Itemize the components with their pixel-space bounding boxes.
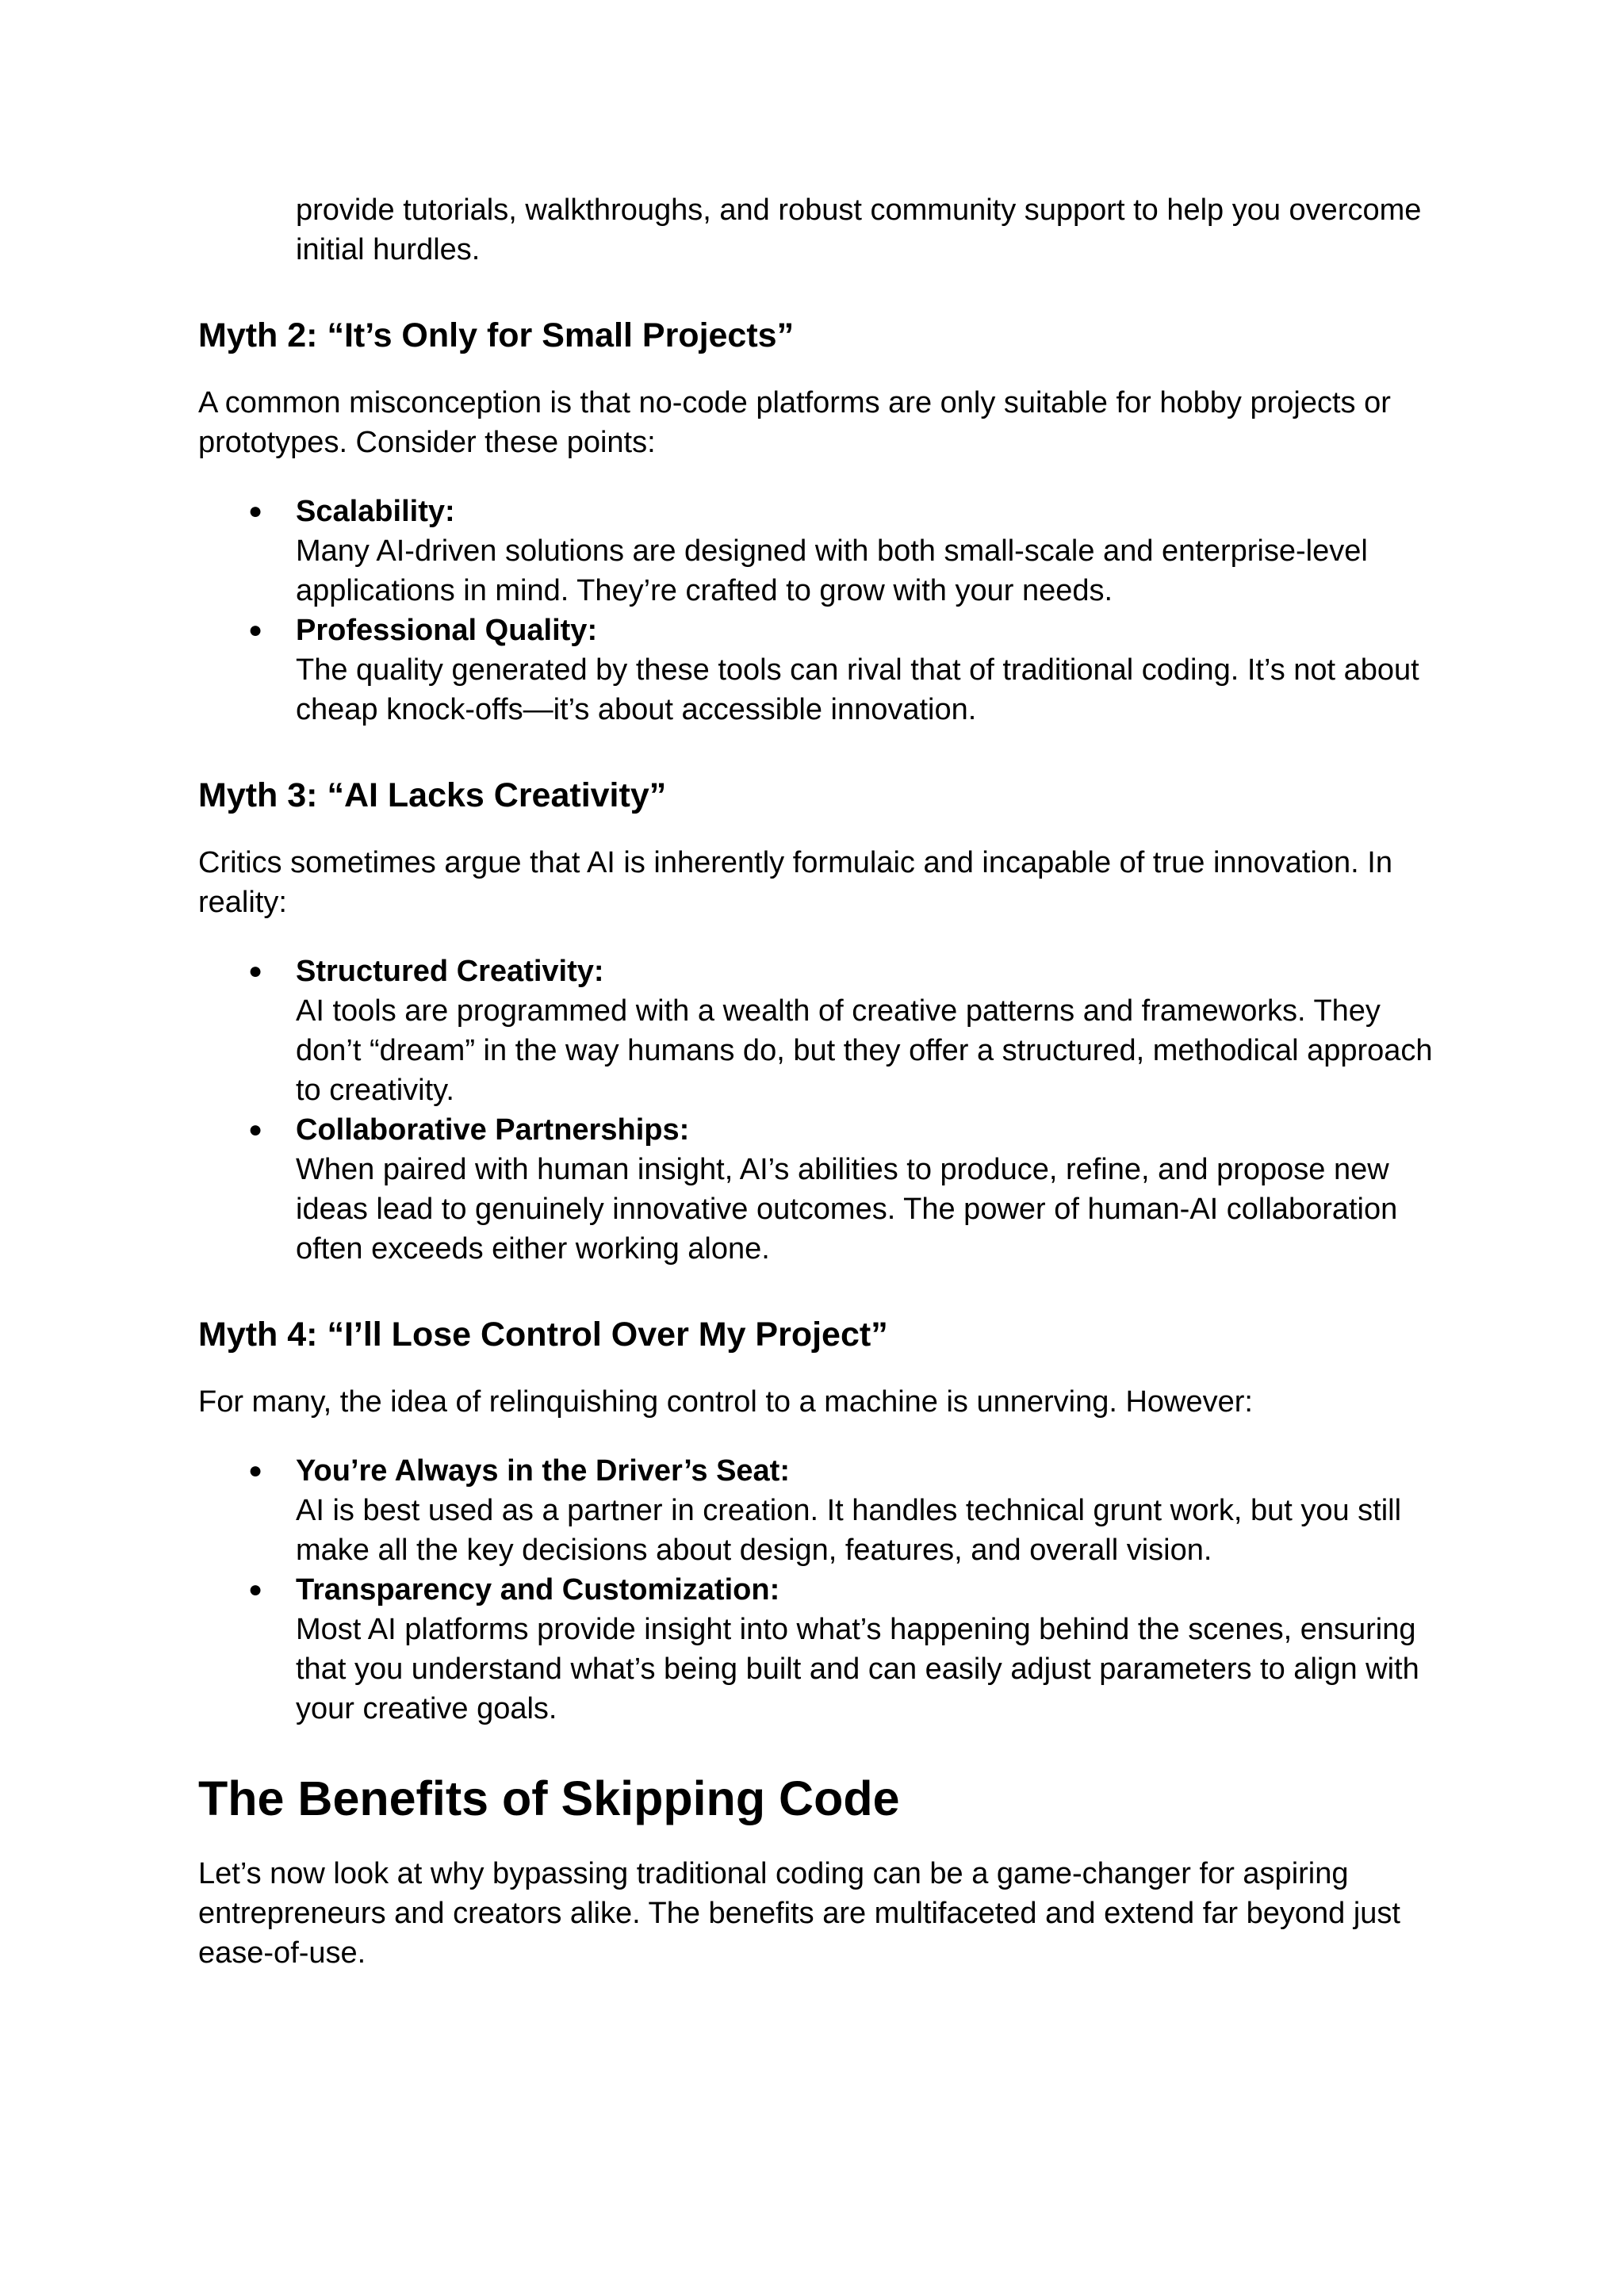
bullet-term: Structured Creativity: xyxy=(296,955,604,988)
bullet-description: Many AI-driven solutions are designed with both small-scale and enterprise-level applications in mind. They’re crafted to grow with your needs. xyxy=(296,534,1368,607)
myth-4-heading: Myth 4: “I’ll Lose Control Over My Project” xyxy=(198,1316,888,1354)
myth-3-section xyxy=(198,773,1442,1269)
list-item xyxy=(198,1570,1442,1729)
bullet-term: Professional Quality: xyxy=(296,614,598,647)
myth-4-bullet-list xyxy=(198,1451,1442,1729)
bullet-term: Collaborative Partnerships: xyxy=(296,1113,690,1147)
bullet-icon: ● xyxy=(248,958,263,984)
bullet-icon: ● xyxy=(248,1576,263,1603)
bullet-description: Most AI platforms provide insight into what’s happening behind the scenes, ensuring that you understand what’s being built and can easily adjust parameters to align with your creative goals. xyxy=(296,1613,1419,1725)
myth-3-lead: Critics sometimes argue that AI is inherently formulaic and incapable of true innovation. In reality: xyxy=(198,846,1392,919)
benefits-lead: Let’s now look at why bypassing traditional coding can be a game-changer for aspiring entrepreneurs and creators alike. The benefits are multifaceted and extend far beyond just ease-of-use. xyxy=(198,1857,1400,1970)
bullet-description: AI is best used as a partner in creation. It handles technical grunt work, but you still make all the key decisions about design, features, and overall vision. xyxy=(296,1494,1402,1567)
bullet-term: Scalability: xyxy=(296,495,455,528)
benefits-heading: The Benefits of Skipping Code xyxy=(198,1771,900,1825)
list-item xyxy=(198,492,1442,611)
myth-2-section xyxy=(198,313,1442,730)
bullet-description: AI tools are programmed with a wealth of creative patterns and frameworks. They don’t “dream” in the way humans do, but they offer a structured, methodical approach to creativity. xyxy=(296,994,1433,1107)
bullet-term: Transparency and Customization: xyxy=(296,1573,780,1607)
list-item xyxy=(198,611,1442,730)
benefits-section xyxy=(198,1768,1442,1973)
myth-4-section xyxy=(198,1312,1442,1729)
bullet-term: You’re Always in the Driver’s Seat: xyxy=(296,1454,790,1488)
myth-3-heading: Myth 3: “AI Lacks Creativity” xyxy=(198,776,667,814)
list-item xyxy=(198,1451,1442,1570)
myth-2-lead: A common misconception is that no-code platforms are only suitable for hobby projects or prototypes. Consider these points: xyxy=(198,386,1391,459)
myth-3-bullet-list xyxy=(198,952,1442,1269)
bullet-icon: ● xyxy=(248,617,263,643)
myth-2-heading: Myth 2: “It’s Only for Small Projects” xyxy=(198,316,795,354)
list-item xyxy=(198,952,1442,1110)
bullet-icon: ● xyxy=(248,498,263,524)
bullet-description: When paired with human insight, AI’s abilities to produce, refine, and propose new ideas lead to genuinely innovative outcomes. The power of human-AI collaboration often exceeds either working alone. xyxy=(296,1153,1398,1266)
intro-continuation: provide tutorials, walkthroughs, and robust community support to help you overcome initial hurdles. xyxy=(296,193,1422,266)
myth-4-lead: For many, the idea of relinquishing control to a machine is unnerving. However: xyxy=(198,1385,1253,1419)
bullet-description: The quality generated by these tools can rival that of traditional coding. It’s not about cheap knock-offs—it’s about accessible innovation. xyxy=(296,653,1419,726)
bullet-icon: ● xyxy=(248,1116,263,1143)
list-item xyxy=(198,1110,1442,1269)
myth-2-bullet-list xyxy=(198,492,1442,730)
bullet-icon: ● xyxy=(248,1457,263,1484)
